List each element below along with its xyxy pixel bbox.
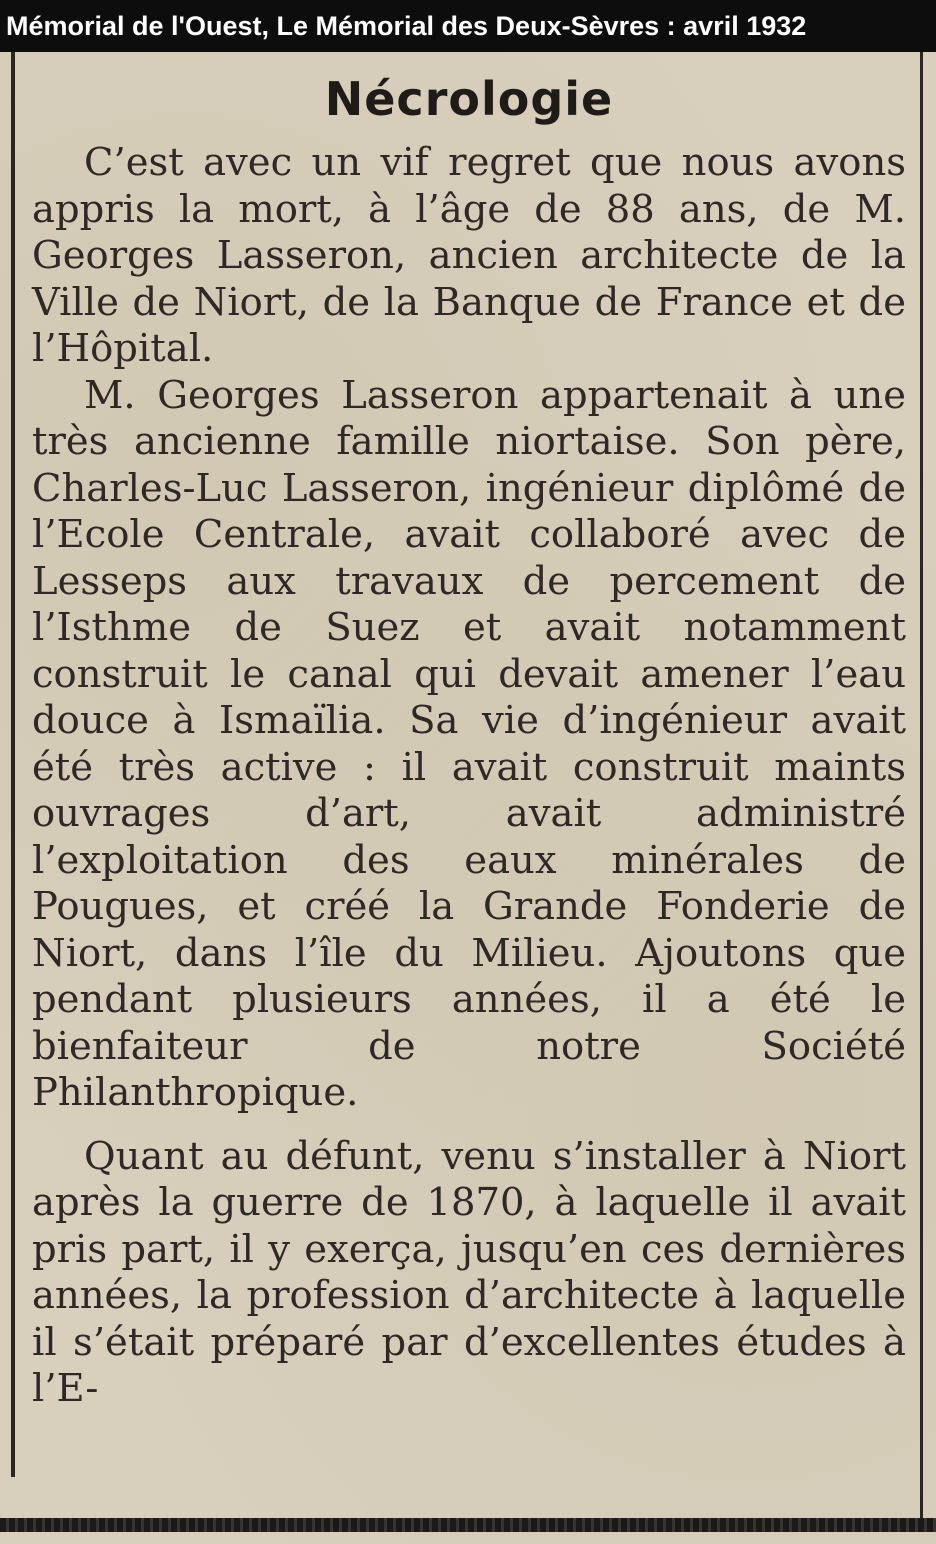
article-paragraph-2: M. Georges Lasseron appartenait à une très ancienne famille niortaise. Son père, Charles-Luc Lasseron, ingénieur diplômé de l’Ecole Centrale, avait collaboré avec de Lesseps aux travaux de percement de l’Isthme de Suez et avait notamment construit le canal qui devait amener l’eau douce à Ismaïlia. Sa vie d’ingénieur avait été très active : il avait construit maints ouvrages d’art, avait administré l’exploitation des eaux minérales de Pougues, et créé la Grande Fonderie de Niort, dans l’île du Milieu. Ajoutons que pendant plusieurs années, il a été le bienfaiteur de notre Société Philanthropique. [32, 372, 906, 1115]
column-rule-left [11, 52, 15, 1477]
article-headline: Nécrologie [324, 72, 614, 126]
bottom-rule [0, 1518, 936, 1532]
article-paragraph-3: Quant au défunt, venu s’installer à Niort après la guerre de 1870, à laquelle il avait pris part, il y exerça, jusqu’en ces dernières années, la profession d’architecte à laquelle il s’était préparé par d’excellentes études à l’E- [32, 1133, 906, 1411]
newspaper-clipping [0, 52, 936, 1544]
column-rule-right [920, 52, 923, 1520]
article-paragraph-1: C’est avec un vif regret que nous avons appris la mort, à l’âge de 88 ans, de M. Georges Lasseron, ancien architecte de la Ville de Niort, de la Banque de France et de l’Hôpital. [32, 140, 906, 371]
article-column [32, 66, 906, 1413]
image-caption: Mémorial de l'Ouest, Le Mémorial des Deux-Sèvres : avril 1932 [0, 0, 936, 52]
